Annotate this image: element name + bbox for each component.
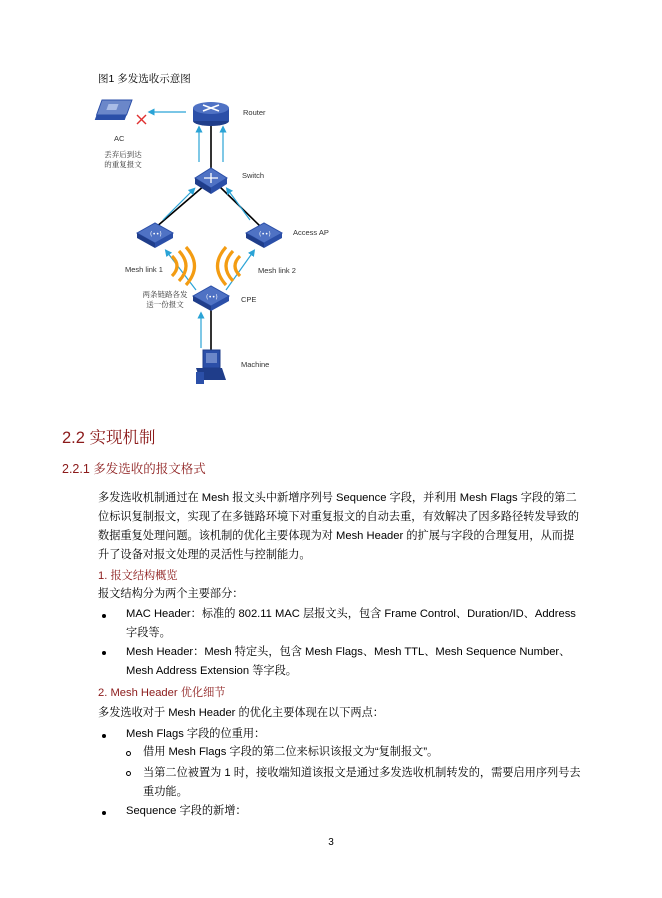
intro-paragraph [98,489,600,565]
discard-cross-icon [137,115,146,124]
part2-sub-2 [143,764,603,801]
label-machine: Machine [241,360,270,369]
router-icon [193,102,229,126]
part1-bullet-mac [126,605,606,642]
part2-bullet-sequence: Sequence 字段的新增： [126,805,247,817]
bullet-line: Mesh Address Extension 等字段。 [126,664,297,677]
bullet-dot [102,811,106,815]
label-switch: Switch [242,171,265,180]
part1-bullet-mesh [126,643,606,680]
bullet-line: MAC Header：标准的 802.11 MAC 层报文头，包含 Frame Control、Duration/ID、Address [126,608,576,620]
svg-text:(••): (••) [150,231,162,238]
access-ap-left-icon [137,223,173,248]
label-ac: AC [114,134,125,143]
bullet-dot [102,651,106,655]
note-send-line2: 送一份报文 [146,300,184,309]
access-ap-right-icon [246,223,282,248]
note-send [138,290,192,310]
bullet-line: Mesh Header：Mesh 特定头，包含 Mesh Flags、Mesh TTL、Mesh Sequence Number、 [126,646,571,658]
part1-lead: 报文结构分为两个主要部分： [98,588,244,600]
sub-bullet-line: 当第二位被置为 1 时，接收端知道该报文是通过多发选收机制转发的，需要启用序列号去 [143,767,581,779]
note-send-line1: 两条链路各发 [142,290,188,299]
part2-lead: 多发选收对于 Mesh Header 的优化主要体现在以下两点： [98,707,384,719]
wireless-wave-left-icon [172,247,195,285]
label-access-ap: Access AP [293,228,329,237]
svg-text:(••): (••) [259,231,271,238]
part2-bullet-flags: Mesh Flags 字段的位重用： [126,728,266,740]
label-cpe: CPE [241,295,257,304]
label-mesh-link-1: Mesh link 1 [125,265,163,274]
network-diagram [0,0,662,400]
intro-line: 升了设备对报文处理的灵活性与控制能力。 [98,549,311,561]
cpe-icon [193,286,229,311]
ac-icon [95,100,132,120]
subsection-heading: 2.2.1 多发选收的报文格式 [62,462,206,476]
intro-line: 数据重复处理问题。该机制的优化主要体现为对 Mesh Header 的扩展与字段的合理复用，从而提 [98,530,575,542]
intro-line: 位标识复制报文，实现了在多链路环境下对重复报文的自动去重，有效解决了因多路径转发导致的 [98,511,580,523]
wireless-wave-right-icon [218,247,241,285]
note-discard-line1: 丢弃后到达 [104,150,142,159]
label-mesh-link-2: Mesh link 2 [258,266,296,275]
bullet-dot [102,734,106,738]
bullet-line: 字段等。 [126,626,171,639]
sub-bullet-line: 重功能。 [143,785,188,798]
sub-bullet-line: 借用 Mesh Flags 字段的第二位来标识该报文为“复制报文”。 [143,746,439,758]
section-heading: 2.2 实现机制 [62,429,156,447]
sub-bullet-circle [126,751,131,756]
note-discard-line2: 的重复报文 [104,160,142,169]
intro-line: 多发选收机制通过在 Mesh 报文头中新增序列号 Sequence 字段，并利用 Mesh Flags 字段的第二 [98,492,577,504]
label-router: Router [243,108,266,117]
part2-heading: 2. Mesh Header 优化细节 [98,687,226,699]
part2-sub-1 [143,743,603,762]
figure-caption: 图1 多发选收示意图 [98,73,191,85]
page-number: 3 [328,837,334,848]
note-discard [100,150,146,170]
sub-bullet-circle [126,771,131,776]
bullet-dot [102,614,106,618]
svg-text:(••): (••) [206,294,218,301]
part1-heading: 1. 报文结构概览 [98,570,178,582]
machine-icon [196,350,226,384]
